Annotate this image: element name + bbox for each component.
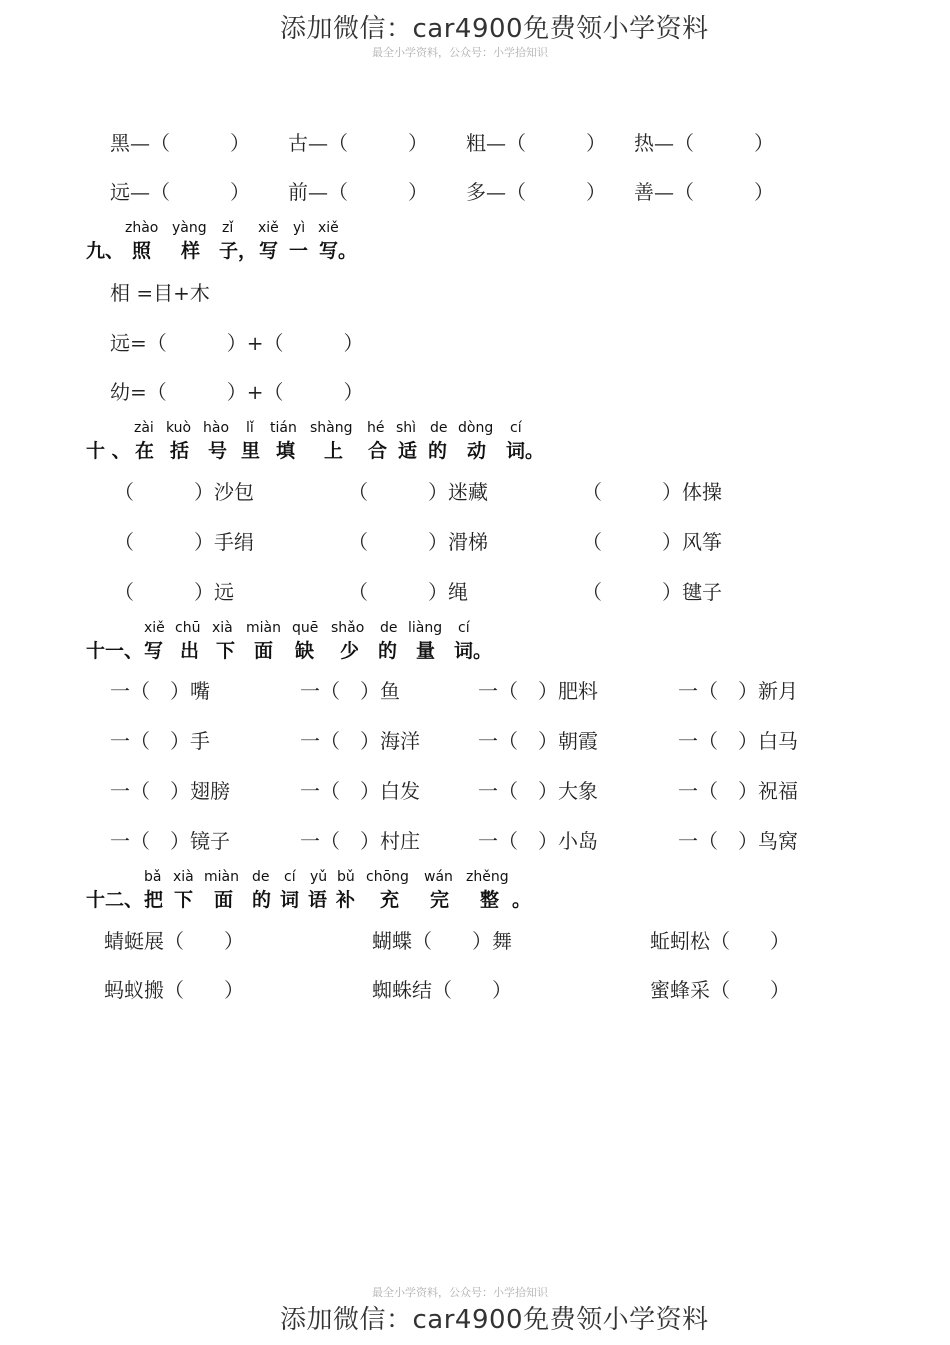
measure-word-item: 一（ ）大象 (478, 779, 598, 803)
verb-item: （ ）远 (114, 580, 234, 604)
measure-word-item: 一（ ）肥料 (478, 679, 598, 703)
title-char: 的 (428, 440, 448, 462)
insect-phrase: 蜜蜂采（ ） (650, 978, 790, 1002)
pinyin: miàn (246, 620, 281, 636)
title-char: 样 (181, 240, 201, 262)
title-char: 补 (336, 889, 356, 911)
measure-word-item: 一（ ）鸟窝 (678, 829, 798, 853)
measure-word-item: 一（ ）村庄 (300, 829, 420, 853)
title-char: 词 (280, 889, 300, 911)
pinyin: xià (212, 620, 233, 636)
pinyin: tián (270, 420, 297, 436)
verb-item: （ ）滑梯 (348, 530, 488, 554)
pinyin: cí (458, 620, 470, 636)
pinyin: bǔ (337, 869, 355, 885)
title-char: 少 (340, 640, 360, 662)
title-char: 上 (324, 440, 344, 462)
pinyin: xiě (318, 220, 339, 236)
antonym-item: 前—（ ） (288, 180, 428, 204)
pinyin: shǎo (331, 620, 365, 636)
pinyin: yǔ (310, 869, 328, 885)
title-char: 里 (241, 440, 261, 462)
pinyin: zài (134, 420, 154, 436)
section-number: 九、 (86, 240, 125, 262)
title-char: 适 (398, 440, 418, 462)
pinyin: xià (173, 869, 194, 885)
title-char: 缺 (295, 640, 315, 662)
title-char: 写 (259, 240, 279, 262)
pinyin: bǎ (144, 869, 162, 885)
pinyin: hé (367, 420, 385, 436)
insect-phrase: 蜻蜓展（ ） (104, 929, 244, 953)
watermark-top: 添加微信：car4900免费领小学资料 (280, 14, 709, 44)
pinyin: xiě (258, 220, 279, 236)
pinyin: zǐ (222, 220, 234, 236)
measure-word-item: 一（ ）白发 (300, 779, 420, 803)
antonym-item: 黑—（ ） (110, 131, 250, 155)
title-char: 量 (416, 640, 436, 662)
measure-word-item: 一（ ）手 (110, 729, 210, 753)
pinyin: xiě (144, 620, 165, 636)
pinyin: zhào (125, 220, 159, 236)
verb-item: （ ）绳 (348, 580, 468, 604)
measure-word-item: 一（ ）鱼 (300, 679, 400, 703)
antonym-item: 粗—（ ） (466, 131, 606, 155)
verb-item: （ ）迷藏 (348, 480, 488, 504)
title-char: 下 (216, 640, 236, 662)
measure-word-item: 一（ ）新月 (678, 679, 798, 703)
measure-word-item: 一（ ）小岛 (478, 829, 598, 853)
pinyin: cí (284, 869, 296, 885)
watermark-top-sub: 最全小学资料，公众号：小学拾知识 (372, 46, 548, 59)
title-char: 合 (368, 440, 388, 462)
pinyin: kuò (166, 420, 192, 436)
title-char: 的 (378, 640, 398, 662)
insect-phrase: 蚯蚓松（ ） (650, 929, 790, 953)
section-number: 十一、 (86, 640, 144, 662)
pinyin: yàng (172, 220, 207, 236)
measure-word-item: 一（ ）朝霞 (478, 729, 598, 753)
title-char: 填 (276, 440, 296, 462)
watermark-bottom-sub: 最全小学资料，公众号：小学拾知识 (372, 1286, 548, 1299)
decompose-line: 远=（ ）+（ ） (110, 331, 364, 355)
section-number: 十 、 (86, 440, 131, 462)
title-char: 照 (132, 240, 152, 262)
antonym-item: 热—（ ） (634, 131, 774, 155)
measure-word-item: 一（ ）海洋 (300, 729, 420, 753)
verb-item: （ ）毽子 (582, 580, 722, 604)
pinyin: liàng (408, 620, 443, 636)
example-line: 相 =目+木 (110, 281, 210, 305)
pinyin: de (252, 869, 270, 885)
title-char: 。 (512, 889, 532, 911)
title-char: 的 (252, 889, 272, 911)
pinyin: shàng (310, 420, 353, 436)
verb-item: （ ）手绢 (114, 530, 254, 554)
title-char: 在 (135, 440, 155, 462)
pinyin: de (380, 620, 398, 636)
pinyin: cí (510, 420, 522, 436)
pinyin: chōng (366, 869, 409, 885)
title-char: 下 (174, 889, 194, 911)
pinyin: chū (175, 620, 201, 636)
title-char: 子， (219, 240, 258, 262)
title-char: 整 (480, 889, 500, 911)
pinyin: yì (293, 220, 306, 236)
pinyin: lǐ (246, 420, 254, 436)
measure-word-item: 一（ ）镜子 (110, 829, 230, 853)
measure-word-item: 一（ ）白马 (678, 729, 798, 753)
antonym-item: 多—（ ） (466, 180, 606, 204)
antonym-item: 远—（ ） (110, 180, 250, 204)
title-char: 出 (180, 640, 200, 662)
antonym-item: 善—（ ） (634, 180, 774, 204)
title-char: 词。 (506, 440, 545, 462)
title-char: 完 (430, 889, 450, 911)
verb-item: （ ）体操 (582, 480, 722, 504)
title-char: 号 (208, 440, 228, 462)
pinyin: dòng (458, 420, 494, 436)
title-char: 词。 (454, 640, 493, 662)
measure-word-item: 一（ ）嘴 (110, 679, 210, 703)
title-char: 写 (144, 640, 164, 662)
decompose-line: 幼=（ ）+（ ） (110, 380, 364, 404)
title-char: 括 (170, 440, 190, 462)
title-char: 面 (254, 640, 274, 662)
pinyin: wán (424, 869, 453, 885)
watermark-bottom: 添加微信：car4900免费领小学资料 (280, 1305, 709, 1335)
title-char: 把 (144, 889, 164, 911)
insect-phrase: 蚂蚁搬（ ） (104, 978, 244, 1002)
antonym-item: 古—（ ） (288, 131, 428, 155)
section-number: 十二、 (86, 889, 144, 911)
pinyin: quē (292, 620, 319, 636)
measure-word-item: 一（ ）翅膀 (110, 779, 230, 803)
pinyin: de (430, 420, 448, 436)
insect-phrase: 蜘蛛结（ ） (372, 978, 512, 1002)
title-char: 语 (308, 889, 328, 911)
verb-item: （ ）沙包 (114, 480, 254, 504)
title-char: 充 (380, 889, 400, 911)
title-char: 写。 (319, 240, 358, 262)
insect-phrase: 蝴蝶（ ）舞 (372, 929, 512, 953)
measure-word-item: 一（ ）祝福 (678, 779, 798, 803)
title-char: 面 (214, 889, 234, 911)
pinyin: hào (203, 420, 230, 436)
verb-item: （ ）风筝 (582, 530, 722, 554)
title-char: 一 (289, 240, 309, 262)
pinyin: miàn (204, 869, 239, 885)
pinyin: zhěng (466, 869, 509, 885)
title-char: 动 (467, 440, 487, 462)
pinyin: shì (396, 420, 417, 436)
